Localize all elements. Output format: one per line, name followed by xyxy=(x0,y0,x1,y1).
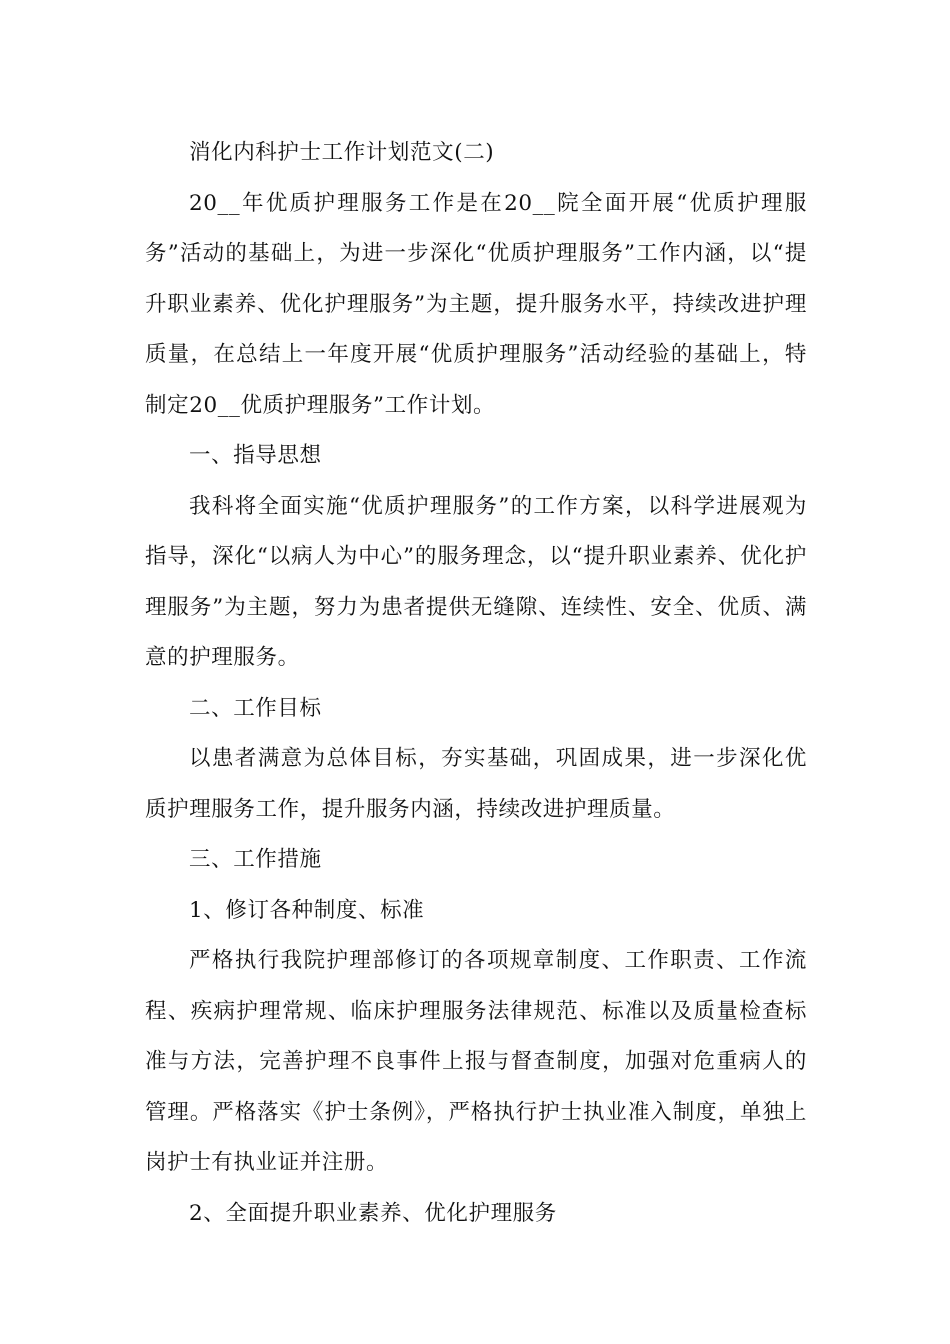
work-goals-paragraph: 以患者满意为总体目标，夯实基础，巩固成果，进一步深化优质护理服务工作，提升服务内涵，持续改进护理质量。 xyxy=(145,746,807,822)
document-title: 消化内科护士工作计划范文(二) xyxy=(189,140,495,165)
intro-paragraph: 20__年优质护理服务工作是在20__院全面开展“优质护理服务”活动的基础上，为进一步深化“优质护理服务”工作内涵，以“提升职业素养、优化护理服务”为主题，提升服务水平，持续改进护理质量，在总结上一年度开展“优质护理服务”活动经验的基础上，特制定20__优质护理服务”工作计划。 xyxy=(145,190,807,418)
subheading-improve-service: 2、全面提升职业素养、优化护理服务 xyxy=(189,1200,557,1226)
section-heading-work-goals: 二、工作目标 xyxy=(189,695,322,721)
document-body xyxy=(145,128,807,1239)
section-heading-work-measures: 三、工作措施 xyxy=(189,847,322,872)
section-heading-guiding-thought: 一、指导思想 xyxy=(189,443,322,468)
revise-standards-paragraph: 严格执行我院护理部修订的各项规章制度、工作职责、工作流程、疾病护理常规、临床护理服务法律规范、标准以及质量检查标准与方法，完善护理不良事件上报与督查制度，加强对危重病人的管理。严格落实《护士条例》，严格执行护士执业准入制度，单独上岗护士有执业证并注册。 xyxy=(145,948,807,1175)
guiding-thought-paragraph: 我科将全面实施“优质护理服务”的工作方案，以科学进展观为指导，深化“以病人为中心”的服务理念，以“提升职业素养、优化护理服务”为主题，努力为患者提供无缝隙、连续性、安全、优质、满意的护理服务。 xyxy=(145,493,807,670)
subheading-revise-standards: 1、修订各种制度、标准 xyxy=(189,897,425,923)
